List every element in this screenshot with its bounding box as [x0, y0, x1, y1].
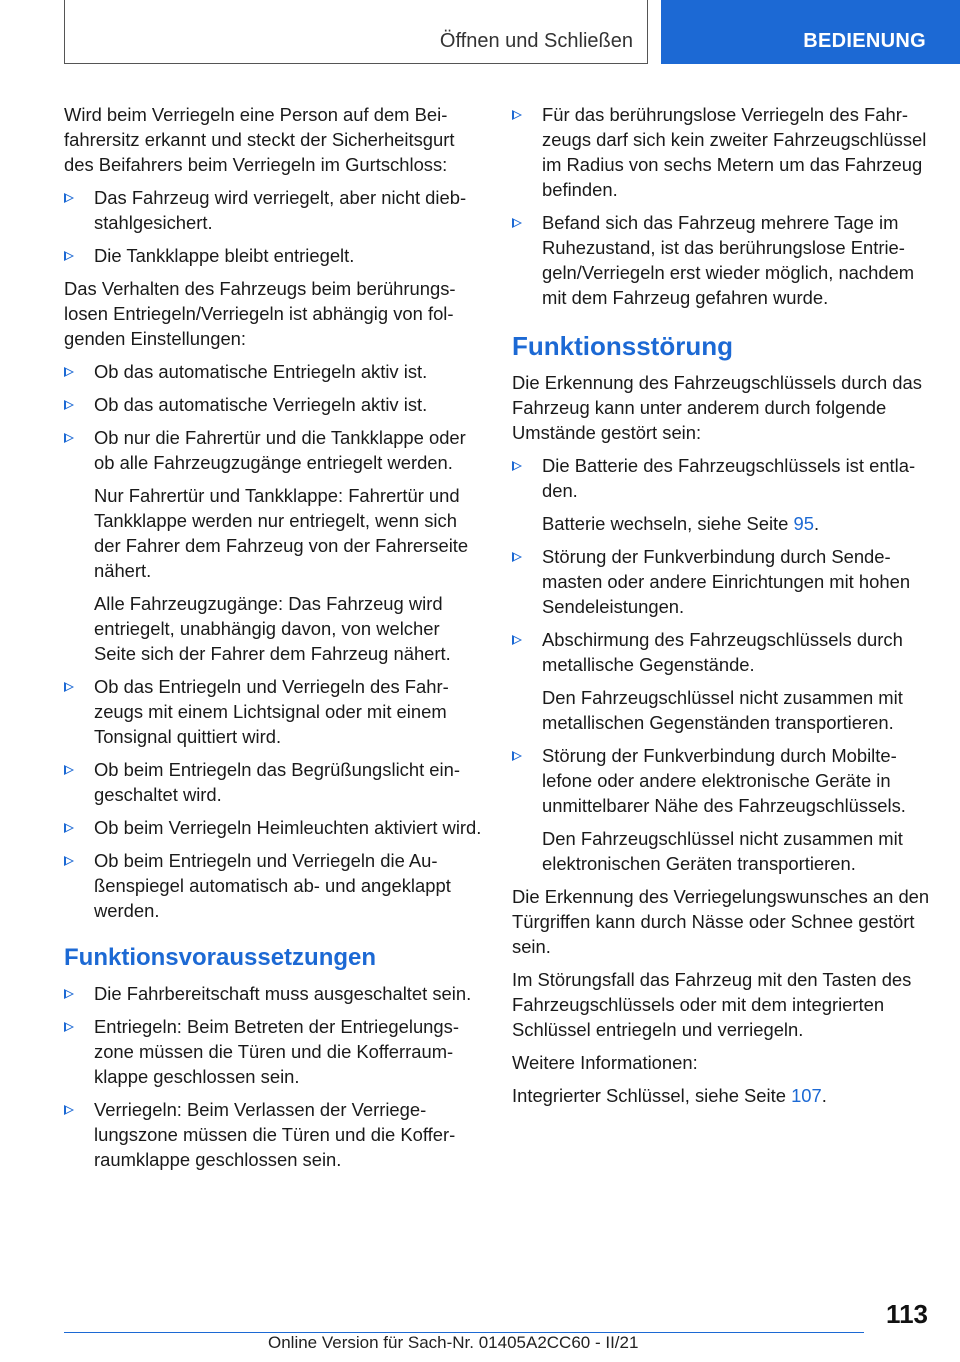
list-item: Ob das Entriegeln und Verriegeln des Fahrzeugs mit einem Lichtsignal oder mit einem Tonsignal quittiert wird. — [64, 674, 482, 749]
triangle-bullet-icon — [512, 461, 522, 471]
paragraph: Integrierter Schlüssel, siehe Seite 107. — [512, 1085, 827, 1106]
list-item: Ob das automatische Verriegeln aktiv ist. — [64, 392, 482, 417]
triangle-bullet-icon — [512, 635, 522, 645]
list-item-detail: Nur Fahrertür und Tankklappe: Fahrertür und Tankklappe werden nur entriegelt, wenn sich der Fahrer dem Fahrzeug von der Fahrerseite nähert. — [94, 485, 469, 581]
triangle-bullet-icon — [64, 989, 74, 999]
list-item: Ob nur die Fahrertür und die Tankklappe oder ob alle Fahrzeugzugänge entriegelt werden. Nur Fahrertür und Tankklappe: Fahrertür und Tankklappe werden nur entriegelt, wenn sich der Fahrer dem Fahrzeug von der Fahrerseite nähert. Alle Fahrzeugzugänge: Das Fahrzeug wird entriegelt, unabhängig davon, von welcher Seite sich der Fahrer dem Fahrzeug nähert. — [64, 425, 482, 666]
section-label: BEDIENUNG — [803, 30, 926, 52]
section-heading: Funktionsstörung — [512, 331, 733, 361]
bullet-list — [64, 185, 482, 268]
section-heading: Funktionsvoraussetzungen — [64, 944, 377, 971]
triangle-bullet-icon — [64, 823, 74, 833]
footer-text: Online Version für Sach-Nr. 01405A2CC60 - II/21 — [268, 1333, 639, 1352]
list-item: Störung der Funkverbindung durch Mobiltelefone oder andere elektronische Geräte in unmittelbarer Nähe des Fahrzeugschlüssels. Den Fahrzeugschlüssel nicht zusammen mit elektronischen Geräten transportieren. — [512, 743, 930, 876]
section-tab — [661, 0, 960, 64]
paragraph: Das Verhalten des Fahrzeugs beim berührungslosen Entriegeln/Verriegeln ist abhängig von folgenden Einstellungen: — [64, 278, 456, 349]
page-header — [0, 0, 960, 66]
list-item: Entriegeln: Beim Betreten der Entriegelungszone müssen die Türen und die Kofferraumklappe geschlossen sein. — [64, 1014, 482, 1089]
list-item-detail: Den Fahrzeugschlüssel nicht zusammen mit elektronischen Geräten transportieren. — [542, 828, 903, 874]
list-item: Die Fahrbereitschaft muss ausgeschaltet sein. — [64, 981, 482, 1006]
triangle-bullet-icon — [512, 218, 522, 228]
list-item: Das Fahrzeug wird verriegelt, aber nicht diebstahlgesichert. — [64, 185, 482, 235]
triangle-bullet-icon — [64, 193, 74, 203]
triangle-bullet-icon — [512, 552, 522, 562]
list-item: Ob das automatische Entriegeln aktiv ist. — [64, 359, 482, 384]
list-item: Abschirmung des Fahrzeugschlüssels durch metallische Gegenstände. Den Fahrzeugschlüssel nicht zusammen mit metallischen Gegenständen transportieren. — [512, 627, 930, 735]
left-column — [64, 102, 482, 1180]
paragraph: Wird beim Verriegeln eine Person auf dem Beifahrersitz erkannt und steckt der Sicherheitsgurt des Beifahrers beim Verriegeln im Gurtschloss: — [64, 104, 455, 175]
chapter-title-box — [64, 0, 648, 64]
paragraph: Im Störungsfall das Fahrzeug mit den Tasten des Fahrzeugschlüssels oder mit dem integrierten Schlüssel entriegeln und verriegeln. — [512, 969, 912, 1040]
page-reference-link[interactable]: 107 — [791, 1085, 822, 1106]
triangle-bullet-icon — [64, 251, 74, 261]
chapter-title: Öffnen und Schließen — [439, 30, 633, 52]
list-item: Ob beim Entriegeln und Verriegeln die Außenspiegel automatisch ab- und angeklappt werden. — [64, 848, 482, 923]
list-item: Befand sich das Fahrzeug mehrere Tage im Ruhezustand, ist das berührungslose Entriegeln/Verriegeln erst wieder möglich, nachdem mit dem Fahrzeug gefahren wurde. — [512, 210, 930, 310]
triangle-bullet-icon — [512, 110, 522, 120]
list-item-detail: Alle Fahrzeugzugänge: Das Fahrzeug wird entriegelt, unabhängig davon, von welcher Seite sich der Fahrer dem Fahrzeug nähert. — [94, 593, 451, 664]
paragraph: Die Erkennung des Verriegelungswunsches an den Türgriffen kann durch Nässe oder Schnee gestört sein. — [512, 886, 930, 957]
list-item: Ob beim Entriegeln das Begrüßungslicht eingeschaltet wird. — [64, 757, 482, 807]
list-item: Störung der Funkverbindung durch Sendemasten oder andere Einrichtungen mit hohen Sendeleistungen. — [512, 544, 930, 619]
triangle-bullet-icon — [64, 856, 74, 866]
list-item-detail: Den Fahrzeugschlüssel nicht zusammen mit metallischen Gegenständen transportieren. — [542, 687, 903, 733]
triangle-bullet-icon — [64, 1105, 74, 1115]
triangle-bullet-icon — [64, 765, 74, 775]
list-item: Die Batterie des Fahrzeugschlüssels ist entladen. Batterie wechseln, siehe Seite 95. — [512, 453, 930, 536]
page-number: 113 — [886, 1299, 928, 1329]
triangle-bullet-icon — [64, 400, 74, 410]
list-item: Die Tankklappe bleibt entriegelt. — [64, 243, 482, 268]
bullet-list — [64, 981, 482, 1172]
triangle-bullet-icon — [64, 367, 74, 377]
bullet-list — [512, 453, 930, 876]
triangle-bullet-icon — [512, 751, 522, 761]
bullet-list — [512, 102, 930, 310]
right-column — [512, 102, 930, 1116]
triangle-bullet-icon — [64, 1022, 74, 1032]
paragraph: Weitere Informationen: — [512, 1052, 698, 1073]
list-item: Verriegeln: Beim Verlassen der Verriegelungszone müssen die Türen und die Kofferraumklappe geschlossen sein. — [64, 1097, 482, 1172]
triangle-bullet-icon — [64, 682, 74, 692]
paragraph: Die Erkennung des Fahrzeugschlüssels durch das Fahrzeug kann unter anderem durch folgende Umstände gestört sein: — [512, 372, 922, 443]
page-reference-link[interactable]: 95 — [793, 513, 814, 534]
list-item: Für das berührungslose Verriegeln des Fahrzeugs darf sich kein zweiter Fahrzeugschlüssel im Radius von sechs Metern um das Fahrzeug befinden. — [512, 102, 930, 202]
list-item: Ob beim Verriegeln Heimleuchten aktiviert wird. — [64, 815, 482, 840]
list-item-detail: Batterie wechseln, siehe Seite 95. — [542, 513, 820, 534]
triangle-bullet-icon — [64, 433, 74, 443]
bullet-list — [64, 359, 482, 923]
